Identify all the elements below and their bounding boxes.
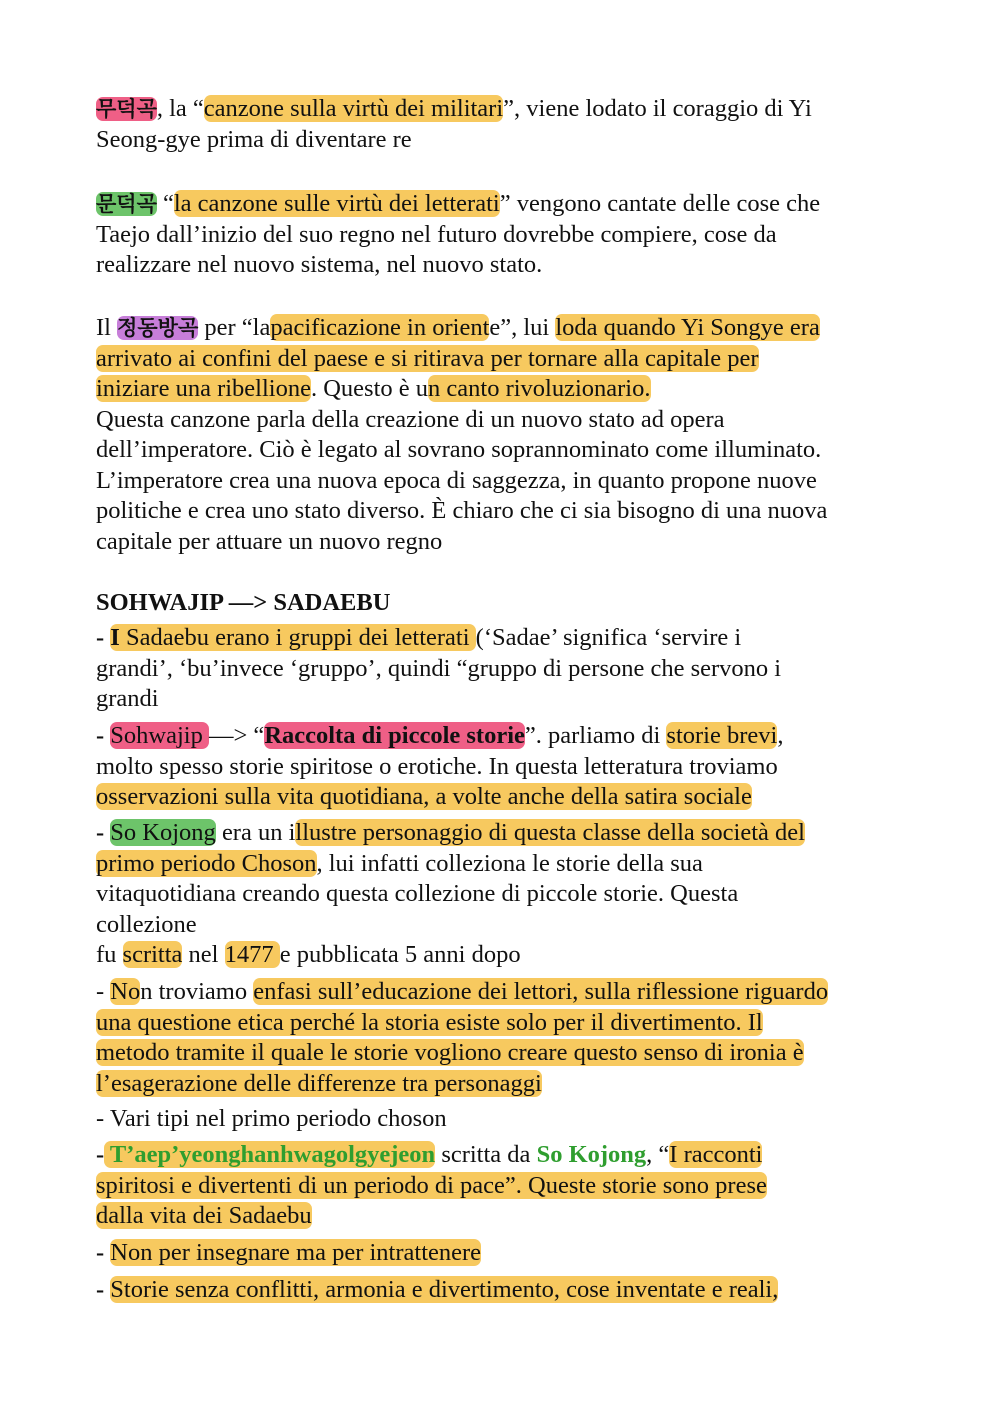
highlight-span: I racconti xyxy=(669,1141,763,1168)
highlight-span: l’esagerazione delle differenze tra personaggi xyxy=(96,1069,542,1097)
bullet-dash: - xyxy=(96,1141,105,1168)
bullet-dash: - xyxy=(96,1276,111,1303)
highlight-span: osservazioni sulla vita quotidiana, a volte anche della satira sociale xyxy=(96,783,752,810)
text-span: ”. parliamo di xyxy=(524,722,667,749)
highlight-span: spiritosi e divertenti di un periodo di pace”. Queste storie sono prese xyxy=(96,1171,767,1199)
text-span: per “la xyxy=(198,314,271,341)
highlight-span: la canzone sulle virtù dei letterati xyxy=(173,190,500,217)
bullet-dash: - xyxy=(96,978,111,1005)
text-line xyxy=(96,189,908,220)
highlight-span: pacificazione in orient xyxy=(270,314,490,341)
green-title-highlight: T’aep’yeonghanhwagolgyejeon xyxy=(104,1141,436,1168)
bullet-dash: - xyxy=(96,722,111,749)
text-line xyxy=(96,1008,908,1039)
highlight-span: llustre personaggio di questa classe della società del xyxy=(295,819,805,846)
highlight-span: Non per insegnare ma per intrattenere xyxy=(110,1239,482,1266)
highlight-span: iniziare una ribellione xyxy=(96,375,311,402)
highlight-title: Raccolta di piccole storie xyxy=(264,722,525,749)
text-span: , xyxy=(777,722,784,749)
text-line xyxy=(96,849,908,880)
text-span: Sadaebu erano i gruppi dei letterati xyxy=(119,624,476,651)
korean-term-highlight: 문덕곡 xyxy=(96,192,157,216)
highlight-span: 1477 xyxy=(224,941,280,968)
text-line: capitale per attuare un nuovo regno xyxy=(96,527,443,555)
bullet-non-troviamo xyxy=(96,977,908,1099)
text-span: , la “ xyxy=(156,95,204,122)
bullet-storie-senza-conflitti xyxy=(96,1275,908,1306)
text-span: scritta da xyxy=(435,1141,537,1168)
text-span: ” vengono cantate delle cose che xyxy=(499,190,821,217)
text-line xyxy=(96,1140,908,1171)
bullet-sohwajip xyxy=(96,721,908,813)
korean-term-highlight: 무덕곡 xyxy=(96,97,157,121)
highlight-span xyxy=(110,624,475,651)
text-line xyxy=(96,1038,908,1069)
text-line: Taejo dall’inizio del suo regno nel futuro dovrebbe compiere, cose da xyxy=(96,220,777,248)
text-line xyxy=(96,1171,908,1202)
text-line xyxy=(96,344,908,375)
highlight-span: metodo tramite il quale le storie vogliono creare questo senso di ironia è xyxy=(96,1039,804,1066)
text-line xyxy=(96,721,908,752)
text-line: grandi xyxy=(96,685,159,712)
text-line xyxy=(96,374,908,405)
highlight-span: arrivato ai confini del paese e si ritirava per tornare alla capitale per xyxy=(96,344,759,372)
highlight-span: Storie senza conflitti, armonia e divertimento, cose inventate e reali, xyxy=(110,1276,779,1303)
text-span: nel xyxy=(182,941,225,968)
korean-term-highlight: 정동방곡 xyxy=(117,316,199,340)
text-line: politiche e crea uno stato diverso. È chiaro che ci sia bisogno di una nuova xyxy=(96,497,828,524)
text-line: Seong-gye prima di diventare re xyxy=(96,125,412,153)
text-line xyxy=(96,818,908,849)
text-line xyxy=(96,1201,908,1232)
highlight-span: primo periodo Choson xyxy=(96,849,317,877)
paragraph-jeongdongbanggok xyxy=(96,313,908,557)
text-line xyxy=(96,1275,908,1306)
text-span: e”, lui xyxy=(489,314,556,341)
text-span: e pubblicata 5 anni dopo xyxy=(279,941,521,968)
text-span: , lui infatti colleziona le storie della sua xyxy=(316,849,703,877)
bullet-dash: - xyxy=(96,1239,111,1266)
highlight-span: storie brevi xyxy=(666,722,778,749)
text-line: Questa canzone parla della creazione di un nuovo stato ad opera xyxy=(96,405,725,433)
text-line: realizzare nel nuovo sistema, nel nuovo stato. xyxy=(96,251,543,278)
paragraph-mudeokgok xyxy=(96,94,908,155)
highlight-span: Sohwajip xyxy=(110,722,209,749)
highlight-span: loda quando Yi Songye era xyxy=(555,314,820,341)
bullet-so-kojong xyxy=(96,818,908,971)
text-line xyxy=(96,94,908,125)
text-line xyxy=(96,977,908,1008)
text-span: fu xyxy=(96,941,123,968)
text-span: —> “ xyxy=(208,722,265,749)
text-line: grandi’, ‘bu’invece ‘gruppo’, quindi “gruppo di persone che servono i xyxy=(96,654,782,682)
text-span: Il xyxy=(96,314,118,341)
text-line xyxy=(96,940,908,971)
highlight-span: scritta xyxy=(122,941,183,968)
text-line xyxy=(96,623,908,654)
text-line: - Vari tipi nel primo periodo choson xyxy=(96,1105,447,1132)
author-name: So Kojong xyxy=(536,1141,647,1168)
highlight-span: enfasi sull’educazione dei lettori, sulla riflessione riguardo xyxy=(253,978,829,1005)
text-line xyxy=(96,1238,908,1269)
text-line xyxy=(96,1069,908,1100)
highlight-span: una questione etica perché la storia esiste solo per il divertimento. Il xyxy=(96,1008,763,1036)
text-span: “ xyxy=(156,190,174,217)
paragraph-mundeokgok xyxy=(96,189,908,281)
text-span: n troviamo xyxy=(140,978,254,1005)
bullet-intrattenere xyxy=(96,1238,908,1269)
section-heading: SOHWAJIP —> SADAEBU xyxy=(96,589,391,616)
text-line: vitaquotidiana creando questa collezione di piccole storie. Questa xyxy=(96,880,739,907)
bullet-dash: - xyxy=(96,819,111,846)
bullet-dash: - xyxy=(96,624,111,651)
bullet-sadaebu xyxy=(96,623,908,715)
text-line: L’imperatore crea una nuova epoca di saggezza, in quanto propone nuove xyxy=(96,466,817,494)
highlight-span: canzone sulla virtù dei militari xyxy=(203,95,504,122)
bullet-vari-tipi xyxy=(96,1104,908,1135)
text-line: dell’imperatore. Ciò è legato al sovrano soprannominato come illuminato. xyxy=(96,436,822,463)
highlight-span: So Kojong xyxy=(110,819,216,846)
highlight-span: No xyxy=(110,978,141,1005)
highlight-span: dalla vita dei Sadaebu xyxy=(96,1202,312,1229)
text-line: molto spesso storie spiritose o erotiche. In questa letteratura troviamo xyxy=(96,752,778,780)
bold-letter: I xyxy=(110,624,120,651)
text-span: ”, viene lodato il coraggio di Yi xyxy=(503,95,812,122)
text-line: collezione xyxy=(96,910,197,938)
text-span: . Questo è u xyxy=(310,375,429,402)
text-span: , “ xyxy=(646,1141,670,1168)
highlight-span: n canto rivoluzionario. xyxy=(428,375,651,402)
text-line xyxy=(96,782,908,813)
text-line xyxy=(96,313,908,344)
bullet-taepyeong xyxy=(96,1140,908,1232)
text-span: era un i xyxy=(215,819,296,846)
text-span: (‘Sadae’ significa ‘servire i xyxy=(475,624,742,651)
